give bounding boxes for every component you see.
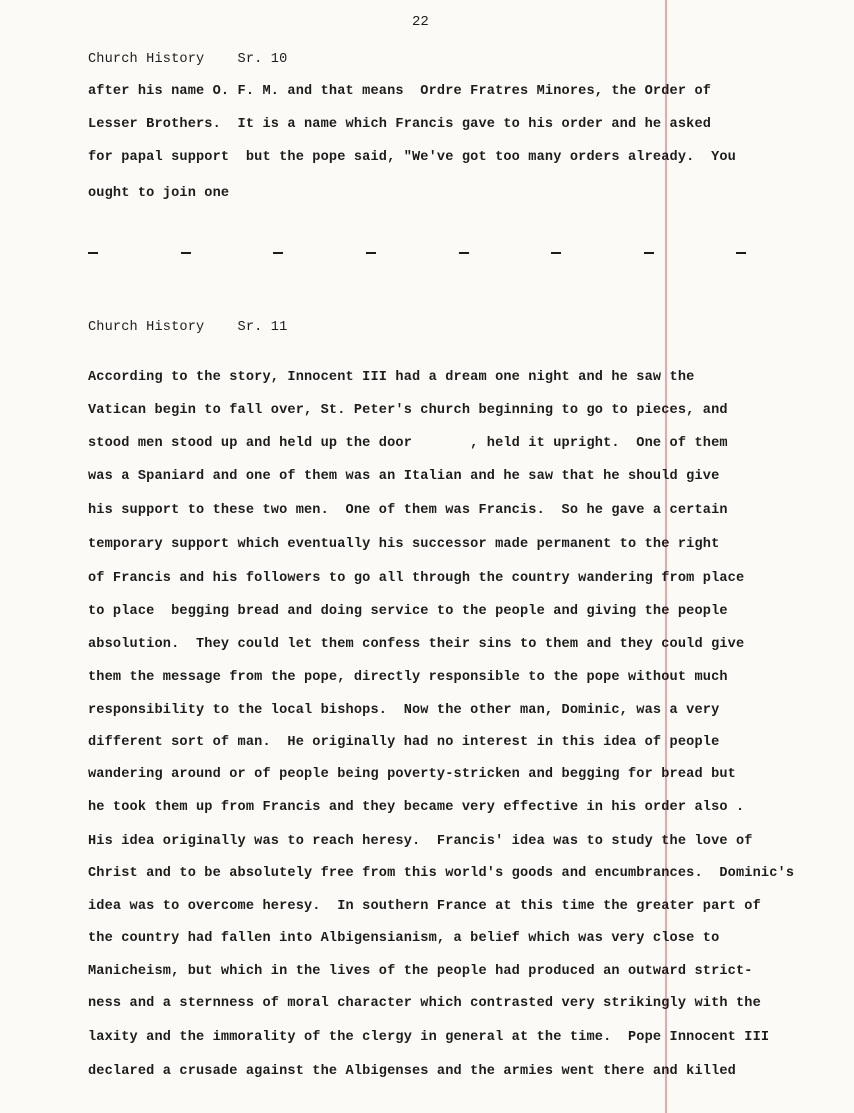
text-line: wandering around or of people being poverty-stricken and begging for bread but bbox=[88, 767, 736, 782]
separator-dash bbox=[88, 252, 98, 254]
text-line: declared a crusade against the Albigenses and the armies went there and killed bbox=[88, 1064, 736, 1079]
separator-dash bbox=[736, 252, 746, 254]
separator-dash bbox=[459, 252, 469, 254]
text-line: stood men stood up and held up the door , held it upright. One of them bbox=[88, 436, 728, 451]
text-line: His idea originally was to reach heresy. Francis' idea was to study the love of bbox=[88, 834, 753, 849]
text-line: was a Spaniard and one of them was an Italian and he saw that he should give bbox=[88, 469, 720, 484]
text-line: to place begging bread and doing service to the people and giving the people bbox=[88, 604, 728, 619]
text-line: Christ and to be absolutely free from this world's goods and encumbrances. Dominic's bbox=[88, 866, 795, 881]
text-line: for papal support but the pope said, "We've got too many orders already. You bbox=[88, 150, 736, 165]
text-line: them the message from the pope, directly responsible to the pope without much bbox=[88, 670, 728, 685]
separator-dash bbox=[273, 252, 283, 254]
text-line: ought to join one bbox=[88, 186, 230, 201]
text-line: laxity and the immorality of the clergy in general at the time. Pope Innocent III bbox=[88, 1030, 770, 1045]
page-number: 22 bbox=[412, 14, 429, 30]
separator-dash bbox=[181, 252, 191, 254]
text-line: Manicheism, but which in the lives of the people had produced an outward strict- bbox=[88, 964, 753, 979]
text-line: ness and a sternness of moral character which contrasted very strikingly with the bbox=[88, 996, 761, 1011]
text-line: he took them up from Francis and they became very effective in his order also . bbox=[88, 800, 745, 815]
text-line: responsibility to the local bishops. Now the other man, Dominic, was a very bbox=[88, 703, 720, 718]
text-line: absolution. They could let them confess their sins to them and they could give bbox=[88, 637, 745, 652]
text-line: after his name O. F. M. and that means Ordre Fratres Minores, the Order of bbox=[88, 84, 712, 99]
text-line: different sort of man. He originally had no interest in this idea of people bbox=[88, 735, 720, 750]
section-heading: Church History Sr. 11 bbox=[88, 320, 288, 335]
text-line: According to the story, Innocent III had a dream one night and he saw the bbox=[88, 370, 695, 385]
separator-dash bbox=[366, 252, 376, 254]
text-line: Lesser Brothers. It is a name which Francis gave to his order and he asked bbox=[88, 117, 712, 132]
section-heading: Church History Sr. 10 bbox=[88, 52, 288, 67]
text-line: the country had fallen into Albigensianism, a belief which was very close to bbox=[88, 931, 720, 946]
separator-dash bbox=[551, 252, 561, 254]
text-line: of Francis and his followers to go all through the country wandering from place bbox=[88, 571, 745, 586]
text-line: his support to these two men. One of them was Francis. So he gave a certain bbox=[88, 503, 728, 518]
text-line: idea was to overcome heresy. In southern France at this time the greater part of bbox=[88, 899, 761, 914]
text-line: temporary support which eventually his successor made permanent to the right bbox=[88, 537, 720, 552]
separator-dash bbox=[644, 252, 654, 254]
text-line: Vatican begin to fall over, St. Peter's church beginning to go to pieces, and bbox=[88, 403, 728, 418]
